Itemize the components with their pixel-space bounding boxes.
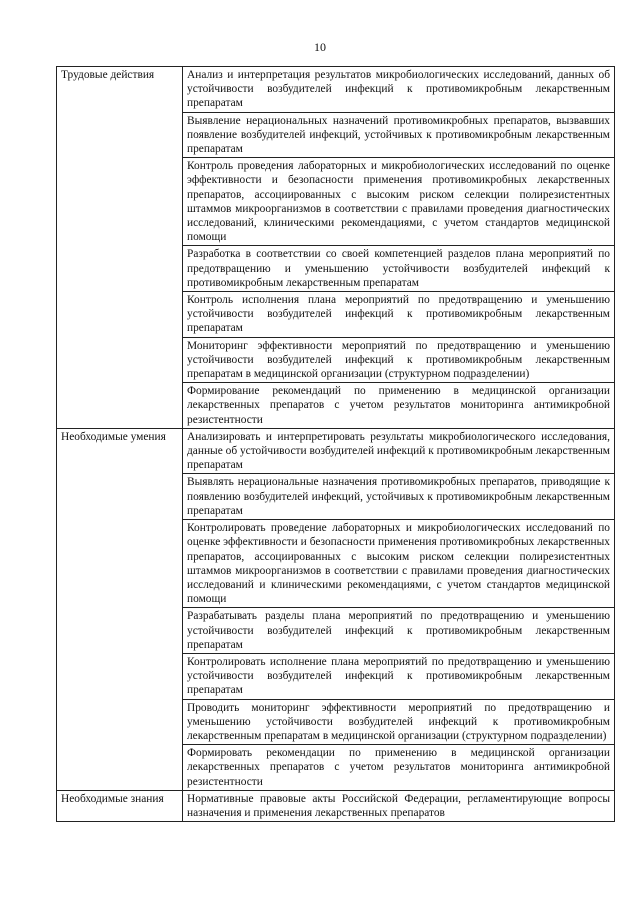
- table-cell: Контролировать исполнение плана мероприятий по предотвращению и уменьшению устойчивости возбудителей инфекций к противомикробным лекарственным препаратам: [183, 653, 615, 699]
- table-cell: Контролировать проведение лабораторных и микробиологических исследований по оценке эффективности и безопасности применения противомикробных лекарственных препаратов, ассоциированных с высоким риском селекции полирезистентных штаммов микроорганизмов в соответствии с правилами проведения диагностических исследований и клиническими рекомендациями, с учетом стандартов медицинской помощи: [183, 520, 615, 608]
- section-label-labor-actions: Трудовые действия: [57, 67, 183, 429]
- table-cell: Проводить мониторинг эффективности мероприятий по предотвращению и уменьшению устойчивости возбудителей инфекций к противомикробным лекарственным препаратам в медицинской организации (структурном подразделении): [183, 699, 615, 745]
- table-cell: Выявлять нерациональные назначения противомикробных препаратов, приводящие к появлению возбудителей инфекций, устойчивых к противомикробным лекарственным препаратам: [183, 474, 615, 520]
- table-cell: Разрабатывать разделы плана мероприятий по предотвращению и уменьшению устойчивости возбудителей инфекций к противомикробным лекарственным препаратам: [183, 608, 615, 654]
- table-cell: Контроль исполнения плана мероприятий по предотвращению и уменьшению устойчивости возбудителей инфекций к противомикробным лекарственным препаратам: [183, 292, 615, 338]
- table-row: [57, 428, 615, 474]
- page-number: 10: [314, 40, 326, 54]
- table-cell: Мониторинг эффективности мероприятий по предотвращению и уменьшению устойчивости возбудителей инфекций к противомикробным лекарственным препаратам в медицинской организации (структурном подразделении): [183, 337, 615, 383]
- section-label-required-knowledge: Необходимые знания: [57, 790, 183, 821]
- table-cell: Формировать рекомендации по применению в медицинской организации лекарственных препаратов с учетом результатов мониторинга антимикробной резистентности: [183, 745, 615, 791]
- table-cell: Контроль проведения лабораторных и микробиологических исследований по оценке эффективности и безопасности применения противомикробных лекарственных препаратов, ассоциированных с высоким риском селекции полирезистентных штаммов микроорганизмов в соответствии с правилами проведения диагностических исследований, клиническими рекомендациями, с учетом стандартов медицинской помощи: [183, 158, 615, 246]
- table-row: [57, 67, 615, 113]
- table-cell: Нормативные правовые акты Российской Федерации, регламентирующие вопросы назначения и применения лекарственных препаратов: [183, 790, 615, 821]
- table-cell: Разработка в соответствии со своей компетенцией разделов плана мероприятий по предотвращению и уменьшению устойчивости возбудителей инфекций к противомикробным лекарственным препаратам: [183, 246, 615, 292]
- table-cell: Анализ и интерпретация результатов микробиологических исследований, данных об устойчивости возбудителей инфекций к противомикробным лекарственным препаратам: [183, 67, 615, 113]
- table-row: [57, 790, 615, 821]
- table-cell: Анализировать и интерпретировать результаты микробиологического исследования, данные об устойчивости возбудителей инфекций к противомикробным лекарственным препаратам: [183, 428, 615, 474]
- qualification-table: [56, 66, 615, 822]
- section-label-required-skills: Необходимые умения: [57, 428, 183, 790]
- table-cell: Формирование рекомендаций по применению в медицинской организации лекарственных препаратов с учетом результатов мониторинга антимикробной резистентности: [183, 383, 615, 429]
- table-cell: Выявление нерациональных назначений противомикробных препаратов, вызвавших появление возбудителей инфекций, устойчивых к противомикробным лекарственным препаратам: [183, 112, 615, 158]
